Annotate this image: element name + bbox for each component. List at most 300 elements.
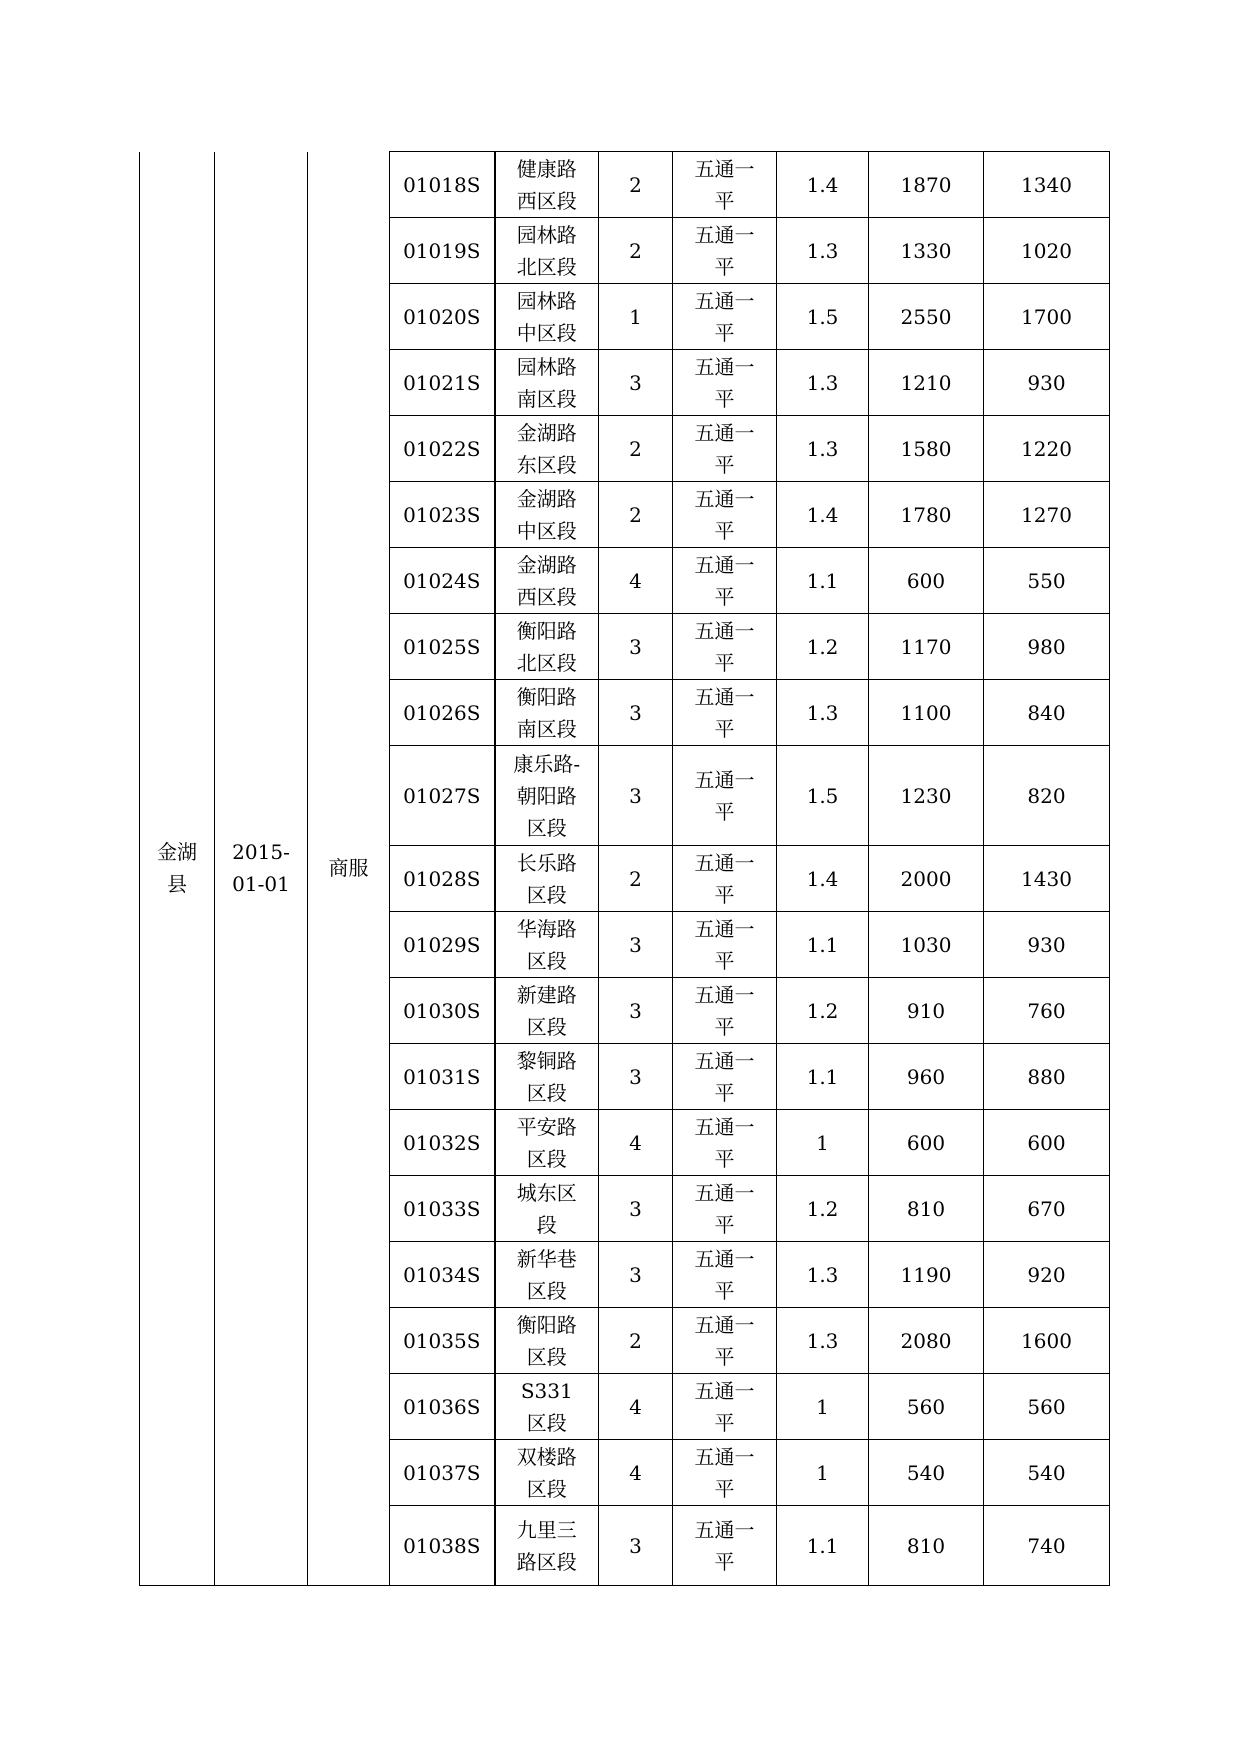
- coefficient-text: 1: [816, 1394, 829, 1419]
- coefficient-text: 1.3: [806, 1328, 839, 1353]
- section-name-text: 九里三路区段: [516, 1517, 577, 1574]
- price-a: [869, 1044, 984, 1110]
- level: [599, 846, 673, 912]
- level-text: 4: [629, 1130, 642, 1155]
- section-name-text: 园林路南区段: [516, 354, 577, 411]
- coefficient: [777, 1308, 869, 1374]
- coefficient: [777, 1044, 869, 1110]
- price-a: [869, 482, 984, 548]
- price-b-text: 840: [1027, 700, 1066, 725]
- level: [599, 218, 673, 284]
- level-text: 3: [629, 700, 642, 725]
- level-text: 3: [629, 1262, 642, 1287]
- use-type-cell-text: 商服: [328, 856, 369, 881]
- parcel-code-text: 01035S: [403, 1328, 481, 1353]
- price-b-text: 560: [1027, 1394, 1066, 1419]
- level: [599, 1308, 673, 1374]
- price-b-text: 740: [1027, 1533, 1066, 1558]
- coefficient-text: 1.1: [806, 1064, 839, 1089]
- development-level-text: 五通一平: [694, 1517, 755, 1574]
- level: [599, 1176, 673, 1242]
- development-level-text: 五通一平: [694, 1444, 755, 1501]
- parcel-code-text: 01027S: [403, 783, 481, 808]
- coefficient-text: 1.3: [806, 700, 839, 725]
- price-b: [984, 284, 1110, 350]
- price-b: [984, 350, 1110, 416]
- price-a-text: 1030: [900, 932, 952, 957]
- section-name: [495, 978, 599, 1044]
- price-b-text: 600: [1027, 1130, 1066, 1155]
- price-a-text: 910: [906, 998, 946, 1023]
- price-b-text: 930: [1027, 370, 1066, 395]
- price-a-text: 810: [906, 1533, 946, 1558]
- section-name: [495, 284, 599, 350]
- development-level: [673, 614, 777, 680]
- section-name-text: S331区段: [520, 1378, 573, 1435]
- table-row: [140, 152, 1110, 218]
- level: [599, 746, 673, 846]
- price-b: [984, 912, 1110, 978]
- parcel-code: [390, 746, 495, 846]
- price-b-text: 540: [1027, 1460, 1066, 1485]
- development-level: [673, 680, 777, 746]
- level-text: 2: [629, 172, 642, 197]
- development-level: [673, 912, 777, 978]
- level-text: 3: [629, 998, 642, 1023]
- price-a-text: 1870: [900, 172, 952, 197]
- price-a-text: 2080: [900, 1328, 952, 1353]
- level-text: 3: [629, 1196, 642, 1221]
- parcel-code: [390, 1374, 495, 1440]
- coefficient-text: 1: [816, 1460, 829, 1485]
- level: [599, 1044, 673, 1110]
- price-b-text: 1700: [1021, 304, 1072, 329]
- price-a-text: 1190: [900, 1262, 952, 1287]
- level-text: 3: [629, 634, 642, 659]
- price-a: [869, 1440, 984, 1506]
- section-name-text: 园林路中区段: [516, 288, 577, 345]
- price-b: [984, 1506, 1110, 1586]
- parcel-code: [390, 912, 495, 978]
- level-text: 2: [629, 436, 642, 461]
- section-name: [495, 1308, 599, 1374]
- price-a: [869, 1110, 984, 1176]
- parcel-code-text: 01031S: [403, 1064, 481, 1089]
- price-a: [869, 284, 984, 350]
- coefficient-text: 1.3: [806, 1262, 839, 1287]
- level: [599, 284, 673, 350]
- price-b-text: 1430: [1021, 866, 1072, 891]
- price-b: [984, 680, 1110, 746]
- section-name: [495, 482, 599, 548]
- price-a-text: 600: [906, 568, 946, 593]
- parcel-code: [390, 350, 495, 416]
- parcel-code-text: 01038S: [403, 1533, 481, 1558]
- price-b-text: 1220: [1021, 436, 1072, 461]
- development-level-text: 五通一平: [694, 850, 755, 907]
- price-b-text: 1600: [1021, 1328, 1072, 1353]
- section-name: [495, 1440, 599, 1506]
- parcel-code-text: 01023S: [403, 502, 481, 527]
- coefficient: [777, 978, 869, 1044]
- price-a: [869, 416, 984, 482]
- use-type-cell: [308, 152, 390, 1586]
- development-level: [673, 1374, 777, 1440]
- development-level-text: 五通一平: [694, 486, 755, 543]
- parcel-code: [390, 1242, 495, 1308]
- price-a-text: 960: [906, 1064, 946, 1089]
- price-b-text: 1270: [1021, 502, 1072, 527]
- coefficient-text: 1.3: [806, 370, 839, 395]
- parcel-code-text: 01025S: [403, 634, 481, 659]
- price-b: [984, 1374, 1110, 1440]
- development-level-text: 五通一平: [694, 1048, 755, 1105]
- section-name-text: 长乐路区段: [516, 850, 577, 907]
- development-level-text: 五通一平: [694, 156, 755, 213]
- section-name: [495, 548, 599, 614]
- price-b: [984, 1440, 1110, 1506]
- price-a: [869, 846, 984, 912]
- parcel-code-text: 01026S: [403, 700, 481, 725]
- parcel-code-text: 01032S: [403, 1130, 481, 1155]
- price-a-text: 540: [906, 1460, 946, 1485]
- level: [599, 614, 673, 680]
- coefficient-text: 1.5: [806, 783, 839, 808]
- section-name: [495, 846, 599, 912]
- development-level-text: 五通一平: [694, 288, 755, 345]
- price-a-text: 560: [906, 1394, 946, 1419]
- level: [599, 1440, 673, 1506]
- section-name-text: 城东区段: [516, 1180, 577, 1237]
- parcel-code: [390, 218, 495, 284]
- development-level: [673, 1044, 777, 1110]
- price-a-text: 1170: [900, 634, 952, 659]
- coefficient: [777, 614, 869, 680]
- development-level-text: 五通一平: [694, 222, 755, 279]
- parcel-code-text: 01019S: [403, 238, 481, 263]
- section-name-text: 健康路西区段: [516, 156, 577, 213]
- parcel-code-text: 01037S: [403, 1460, 481, 1485]
- level-text: 4: [629, 1394, 642, 1419]
- development-level: [673, 978, 777, 1044]
- parcel-code-text: 01021S: [403, 370, 481, 395]
- development-level-text: 五通一平: [694, 767, 755, 824]
- section-name: [495, 218, 599, 284]
- section-name-text: 新华巷区段: [516, 1246, 577, 1303]
- level: [599, 416, 673, 482]
- parcel-code-text: 01036S: [403, 1394, 481, 1419]
- price-a: [869, 614, 984, 680]
- level: [599, 1242, 673, 1308]
- development-level-text: 五通一平: [694, 552, 755, 609]
- price-a: [869, 1176, 984, 1242]
- level-text: 3: [629, 783, 642, 808]
- coefficient-text: 1: [816, 1130, 829, 1155]
- price-b-text: 880: [1027, 1064, 1066, 1089]
- parcel-code-text: 01020S: [403, 304, 481, 329]
- price-b-text: 980: [1027, 634, 1066, 659]
- coefficient: [777, 1176, 869, 1242]
- coefficient-text: 1.1: [806, 1533, 839, 1558]
- coefficient: [777, 1506, 869, 1586]
- coefficient-text: 1.2: [806, 634, 839, 659]
- price-a: [869, 680, 984, 746]
- coefficient: [777, 1242, 869, 1308]
- parcel-code-text: 01018S: [403, 172, 481, 197]
- coefficient: [777, 680, 869, 746]
- section-name: [495, 416, 599, 482]
- parcel-code: [390, 1110, 495, 1176]
- coefficient-text: 1.5: [806, 304, 839, 329]
- level-text: 3: [629, 932, 642, 957]
- price-b-text: 760: [1027, 998, 1066, 1023]
- parcel-code: [390, 978, 495, 1044]
- level: [599, 548, 673, 614]
- price-a: [869, 1506, 984, 1586]
- price-b: [984, 1242, 1110, 1308]
- development-level-text: 五通一平: [694, 420, 755, 477]
- coefficient: [777, 152, 869, 218]
- section-name-text: 衡阳路区段: [516, 1312, 577, 1369]
- parcel-code: [390, 1440, 495, 1506]
- development-level-text: 五通一平: [694, 684, 755, 741]
- price-b: [984, 978, 1110, 1044]
- price-a: [869, 152, 984, 218]
- level-text: 4: [629, 1460, 642, 1485]
- level-text: 2: [629, 238, 642, 263]
- development-level: [673, 1110, 777, 1176]
- parcel-code: [390, 152, 495, 218]
- coefficient-text: 1.4: [806, 502, 839, 527]
- price-b-text: 820: [1027, 783, 1066, 808]
- section-name: [495, 614, 599, 680]
- development-level: [673, 1506, 777, 1586]
- price-a: [869, 548, 984, 614]
- coefficient: [777, 218, 869, 284]
- section-name: [495, 152, 599, 218]
- parcel-code: [390, 1044, 495, 1110]
- coefficient: [777, 350, 869, 416]
- coefficient-text: 1.2: [806, 1196, 839, 1221]
- price-b: [984, 1110, 1110, 1176]
- price-a: [869, 912, 984, 978]
- level-text: 2: [629, 866, 642, 891]
- development-level: [673, 218, 777, 284]
- price-b: [984, 846, 1110, 912]
- section-name-text: 衡阳路北区段: [516, 618, 577, 675]
- development-level: [673, 1176, 777, 1242]
- price-a: [869, 746, 984, 846]
- level: [599, 1506, 673, 1586]
- development-level: [673, 284, 777, 350]
- development-level: [673, 416, 777, 482]
- parcel-code: [390, 548, 495, 614]
- development-level-text: 五通一平: [694, 354, 755, 411]
- coefficient-text: 1.1: [806, 568, 839, 593]
- price-a-text: 1100: [900, 700, 952, 725]
- section-name-text: 双楼路区段: [516, 1444, 577, 1501]
- level: [599, 1374, 673, 1440]
- price-b-text: 550: [1027, 568, 1066, 593]
- section-name: [495, 912, 599, 978]
- price-a: [869, 218, 984, 284]
- level: [599, 978, 673, 1044]
- price-b: [984, 1308, 1110, 1374]
- development-level: [673, 1308, 777, 1374]
- price-a-text: 1230: [900, 783, 952, 808]
- price-a: [869, 978, 984, 1044]
- parcel-code: [390, 614, 495, 680]
- development-level-text: 五通一平: [694, 1180, 755, 1237]
- parcel-code: [390, 680, 495, 746]
- parcel-code-text: 01034S: [403, 1262, 481, 1287]
- price-a-text: 2000: [900, 866, 952, 891]
- date-cell: [215, 152, 308, 1586]
- section-name-text: 华海路区段: [516, 916, 577, 973]
- development-level: [673, 548, 777, 614]
- price-b: [984, 152, 1110, 218]
- parcel-code-text: 01024S: [403, 568, 481, 593]
- price-b: [984, 482, 1110, 548]
- price-b-text: 1340: [1021, 172, 1072, 197]
- section-name-text: 康乐路-朝阳路区段: [513, 751, 581, 840]
- price-a-text: 600: [906, 1130, 946, 1155]
- coefficient: [777, 416, 869, 482]
- development-level: [673, 152, 777, 218]
- development-level-text: 五通一平: [694, 1312, 755, 1369]
- parcel-code: [390, 1506, 495, 1586]
- development-level-text: 五通一平: [694, 916, 755, 973]
- section-name-text: 平安路区段: [516, 1114, 577, 1171]
- price-b-text: 920: [1027, 1262, 1066, 1287]
- level: [599, 680, 673, 746]
- development-level: [673, 846, 777, 912]
- parcel-code: [390, 1308, 495, 1374]
- price-b-text: 670: [1027, 1196, 1066, 1221]
- section-name: [495, 1374, 599, 1440]
- development-level-text: 五通一平: [694, 618, 755, 675]
- level: [599, 1110, 673, 1176]
- parcel-code: [390, 1176, 495, 1242]
- price-b: [984, 1176, 1110, 1242]
- date-cell-text: 2015-01-01: [232, 840, 290, 897]
- level: [599, 152, 673, 218]
- parcel-code: [390, 482, 495, 548]
- parcel-code: [390, 846, 495, 912]
- price-a-text: 1210: [900, 370, 952, 395]
- section-name: [495, 1110, 599, 1176]
- section-name: [495, 350, 599, 416]
- county-cell-text: 金湖县: [157, 840, 197, 897]
- price-a-text: 2550: [900, 304, 952, 329]
- development-level: [673, 746, 777, 846]
- development-level-text: 五通一平: [694, 982, 755, 1039]
- county-cell: [140, 152, 215, 1586]
- section-name-text: 新建路区段: [516, 982, 577, 1039]
- price-b: [984, 746, 1110, 846]
- parcel-code: [390, 416, 495, 482]
- coefficient: [777, 284, 869, 350]
- development-level: [673, 482, 777, 548]
- price-a-text: 1330: [900, 238, 952, 263]
- price-b: [984, 1044, 1110, 1110]
- price-b-text: 1020: [1021, 238, 1072, 263]
- level-text: 3: [629, 1064, 642, 1089]
- section-name-text: 黎铜路区段: [516, 1048, 577, 1105]
- price-b: [984, 548, 1110, 614]
- price-a: [869, 1308, 984, 1374]
- level: [599, 350, 673, 416]
- parcel-code-text: 01033S: [403, 1196, 481, 1221]
- development-level-text: 五通一平: [694, 1246, 755, 1303]
- level-text: 3: [629, 370, 642, 395]
- section-name-text: 金湖路东区段: [516, 420, 577, 477]
- level-text: 2: [629, 502, 642, 527]
- price-a: [869, 1242, 984, 1308]
- section-name: [495, 1242, 599, 1308]
- price-b: [984, 416, 1110, 482]
- price-b: [984, 218, 1110, 284]
- section-name: [495, 1506, 599, 1586]
- price-a-text: 1780: [900, 502, 952, 527]
- coefficient-text: 1.1: [806, 932, 839, 957]
- development-level-text: 五通一平: [694, 1378, 755, 1435]
- development-level: [673, 1440, 777, 1506]
- price-b-text: 930: [1027, 932, 1066, 957]
- coefficient: [777, 1440, 869, 1506]
- coefficient: [777, 1374, 869, 1440]
- level-text: 1: [629, 304, 642, 329]
- parcel-code-text: 01028S: [403, 866, 481, 891]
- coefficient: [777, 846, 869, 912]
- parcel-code: [390, 284, 495, 350]
- parcel-code-text: 01030S: [403, 998, 481, 1023]
- price-a: [869, 1374, 984, 1440]
- section-name: [495, 746, 599, 846]
- price-b: [984, 614, 1110, 680]
- coefficient-text: 1.4: [806, 172, 839, 197]
- section-name-text: 金湖路西区段: [516, 552, 577, 609]
- coefficient: [777, 912, 869, 978]
- section-name-text: 衡阳路南区段: [516, 684, 577, 741]
- coefficient-text: 1.2: [806, 998, 839, 1023]
- parcel-code-text: 01029S: [403, 932, 481, 957]
- development-level: [673, 350, 777, 416]
- coefficient-text: 1.3: [806, 238, 839, 263]
- coefficient: [777, 548, 869, 614]
- coefficient-text: 1.4: [806, 866, 839, 891]
- parcel-code-text: 01022S: [403, 436, 481, 461]
- section-name: [495, 1044, 599, 1110]
- development-level: [673, 1242, 777, 1308]
- section-name-text: 金湖路中区段: [516, 486, 577, 543]
- price-a-text: 1580: [900, 436, 952, 461]
- level: [599, 912, 673, 978]
- level-text: 3: [629, 1533, 642, 1558]
- section-name: [495, 680, 599, 746]
- coefficient-text: 1.3: [806, 436, 839, 461]
- level-text: 2: [629, 1328, 642, 1353]
- price-a: [869, 350, 984, 416]
- section-name-text: 园林路北区段: [516, 222, 577, 279]
- coefficient: [777, 482, 869, 548]
- development-level-text: 五通一平: [694, 1114, 755, 1171]
- land-price-table: [139, 151, 1110, 1586]
- level-text: 4: [629, 568, 642, 593]
- coefficient: [777, 1110, 869, 1176]
- section-name: [495, 1176, 599, 1242]
- price-a-text: 810: [906, 1196, 946, 1221]
